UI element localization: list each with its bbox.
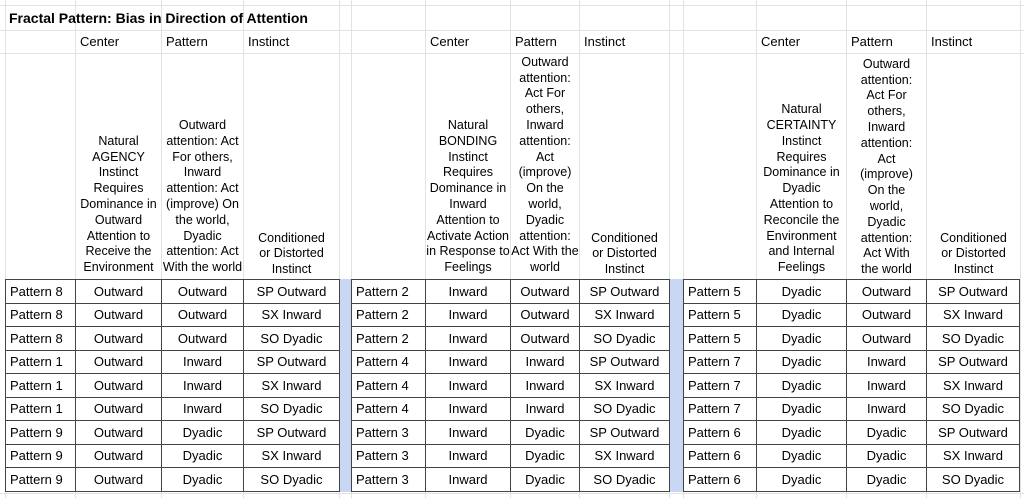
center-cell[interactable]: Outward: [76, 280, 162, 304]
center-cell[interactable]: Inward: [426, 421, 511, 445]
table-row: [6, 421, 340, 445]
pattern-cell[interactable]: Pattern 6: [684, 444, 757, 468]
table-certainty: [683, 279, 1020, 492]
table-row: [684, 327, 1020, 351]
table-row: [6, 374, 340, 398]
table-row: [352, 468, 670, 492]
center-cell[interactable]: Inward: [426, 468, 511, 492]
table-row: [352, 444, 670, 468]
pattern-direction-cell[interactable]: Dyadic: [511, 444, 580, 468]
instinct-cell[interactable]: SX Inward: [580, 374, 670, 398]
sheet-title: Fractal Pattern: Bias in Direction of Attention: [9, 10, 308, 26]
table-row: [6, 468, 340, 492]
desc-center-bonding[interactable]: [426, 54, 510, 278]
instinct-cell[interactable]: SX Inward: [927, 303, 1020, 327]
header-pattern-certainty[interactable]: Pattern: [851, 34, 893, 49]
pattern-direction-cell[interactable]: Dyadic: [162, 444, 244, 468]
instinct-cell[interactable]: SX Inward: [244, 374, 340, 398]
header-center-certainty[interactable]: Center: [761, 34, 801, 49]
desc-text: Conditioned or Distorted Instinct: [258, 230, 325, 277]
desc-text: Natural CERTAINTY Instinct Requires Dominance in Dyadic Attention to Reconcile the Environment and Internal Feelings: [763, 102, 840, 275]
center-cell[interactable]: Inward: [426, 374, 511, 398]
pattern-direction-cell[interactable]: Inward: [511, 374, 580, 398]
header-instinct-agency[interactable]: Instinct: [248, 34, 290, 49]
instinct-cell[interactable]: SP Outward: [927, 421, 1020, 445]
pattern-direction-cell[interactable]: Inward: [847, 397, 927, 421]
pattern-cell[interactable]: Pattern 7: [684, 397, 757, 421]
table-row: [352, 397, 670, 421]
header-instinct-bonding[interactable]: Instinct: [584, 34, 626, 49]
table-row: [684, 303, 1020, 327]
instinct-cell[interactable]: SO Dyadic: [244, 397, 340, 421]
pattern-direction-cell[interactable]: Outward: [847, 327, 927, 351]
pattern-cell[interactable]: Pattern 9: [6, 421, 76, 445]
instinct-cell[interactable]: SP Outward: [927, 280, 1020, 304]
pattern-cell[interactable]: Pattern 8: [6, 280, 76, 304]
table-row: [6, 280, 340, 304]
pattern-cell[interactable]: Pattern 2: [352, 280, 426, 304]
center-cell[interactable]: Dyadic: [757, 397, 847, 421]
desc-text: Conditioned or Distorted Instinct: [940, 230, 1007, 277]
instinct-cell[interactable]: SO Dyadic: [244, 468, 340, 492]
instinct-cell[interactable]: SO Dyadic: [927, 327, 1020, 351]
center-cell[interactable]: Outward: [76, 374, 162, 398]
pattern-direction-cell[interactable]: Inward: [162, 350, 244, 374]
pattern-cell[interactable]: Pattern 9: [6, 444, 76, 468]
pattern-direction-cell[interactable]: Dyadic: [511, 421, 580, 445]
desc-text: Natural AGENCY Instinct Requires Dominance in Outward Attention to Receive the Environment: [80, 133, 157, 275]
table-row: [684, 421, 1020, 445]
gridline: [0, 493, 1024, 494]
pattern-direction-cell[interactable]: Outward: [847, 280, 927, 304]
instinct-cell[interactable]: SX Inward: [927, 444, 1020, 468]
gridline: [1020, 0, 1021, 498]
desc-instinct-bonding[interactable]: [580, 54, 669, 278]
pattern-direction-cell[interactable]: Dyadic: [847, 421, 927, 445]
center-cell[interactable]: Inward: [426, 303, 511, 327]
column-separator-right: [670, 279, 683, 492]
pattern-cell[interactable]: Pattern 3: [352, 421, 426, 445]
desc-center-certainty[interactable]: [757, 54, 846, 278]
instinct-cell[interactable]: SP Outward: [580, 280, 670, 304]
pattern-cell[interactable]: Pattern 6: [684, 468, 757, 492]
table-bonding: [351, 279, 670, 492]
pattern-direction-cell[interactable]: Inward: [162, 397, 244, 421]
instinct-cell[interactable]: SO Dyadic: [244, 327, 340, 351]
pattern-direction-cell[interactable]: Outward: [162, 327, 244, 351]
center-cell[interactable]: Outward: [76, 327, 162, 351]
instinct-cell[interactable]: SO Dyadic: [580, 327, 670, 351]
center-cell[interactable]: Outward: [76, 421, 162, 445]
center-cell[interactable]: Inward: [426, 397, 511, 421]
desc-pattern-certainty[interactable]: [847, 54, 926, 278]
header-instinct-certainty[interactable]: Instinct: [931, 34, 973, 49]
instinct-cell[interactable]: SP Outward: [244, 421, 340, 445]
pattern-cell[interactable]: Pattern 7: [684, 350, 757, 374]
pattern-cell[interactable]: Pattern 7: [684, 374, 757, 398]
pattern-direction-cell[interactable]: Inward: [511, 397, 580, 421]
pattern-direction-cell[interactable]: Dyadic: [162, 421, 244, 445]
instinct-cell[interactable]: SO Dyadic: [927, 397, 1020, 421]
pattern-direction-cell[interactable]: Outward: [162, 280, 244, 304]
center-cell[interactable]: Inward: [426, 444, 511, 468]
pattern-direction-cell[interactable]: Dyadic: [162, 468, 244, 492]
pattern-cell[interactable]: Pattern 9: [6, 468, 76, 492]
desc-text: Outward attention: Act For others, Inward attention: Act (improve) On the world, Dyadic attention: Act With the world: [511, 54, 579, 275]
header-pattern-bonding[interactable]: Pattern: [515, 34, 557, 49]
pattern-cell[interactable]: Pattern 4: [352, 397, 426, 421]
center-cell[interactable]: Dyadic: [757, 350, 847, 374]
pattern-direction-cell[interactable]: Dyadic: [847, 468, 927, 492]
instinct-cell[interactable]: SX Inward: [927, 374, 1020, 398]
instinct-cell[interactable]: SP Outward: [927, 350, 1020, 374]
pattern-direction-cell[interactable]: Outward: [511, 327, 580, 351]
pattern-cell[interactable]: Pattern 2: [352, 327, 426, 351]
table-row: [352, 303, 670, 327]
center-cell[interactable]: Outward: [76, 397, 162, 421]
center-cell[interactable]: Dyadic: [757, 374, 847, 398]
pattern-direction-cell[interactable]: Inward: [162, 374, 244, 398]
center-cell[interactable]: Dyadic: [757, 468, 847, 492]
pattern-cell[interactable]: Pattern 4: [352, 374, 426, 398]
table-row: [6, 327, 340, 351]
pattern-cell[interactable]: Pattern 3: [352, 444, 426, 468]
center-cell[interactable]: Outward: [76, 444, 162, 468]
pattern-cell[interactable]: Pattern 8: [6, 303, 76, 327]
column-separator-left: [340, 279, 351, 492]
table-row: [684, 280, 1020, 304]
center-cell[interactable]: Dyadic: [757, 303, 847, 327]
pattern-cell[interactable]: Pattern 8: [6, 327, 76, 351]
table-row: [684, 374, 1020, 398]
pattern-direction-cell[interactable]: Outward: [162, 303, 244, 327]
center-cell[interactable]: Inward: [426, 327, 511, 351]
pattern-cell[interactable]: Pattern 1: [6, 350, 76, 374]
desc-instinct-agency[interactable]: [244, 54, 339, 278]
center-cell[interactable]: Inward: [426, 350, 511, 374]
pattern-cell[interactable]: Pattern 5: [684, 327, 757, 351]
center-cell[interactable]: Inward: [426, 280, 511, 304]
pattern-direction-cell[interactable]: Outward: [847, 303, 927, 327]
table-row: [352, 374, 670, 398]
desc-text: Outward attention: Act For others, Inward attention: Act (improve) On the world, Dyadic attention: Act With the world: [162, 118, 243, 275]
pattern-cell[interactable]: Pattern 1: [6, 374, 76, 398]
instinct-cell[interactable]: SO Dyadic: [927, 468, 1020, 492]
table-row: [6, 303, 340, 327]
pattern-cell[interactable]: Pattern 5: [684, 303, 757, 327]
center-cell[interactable]: Dyadic: [757, 327, 847, 351]
pattern-cell[interactable]: Pattern 5: [684, 280, 757, 304]
table-row: [352, 280, 670, 304]
instinct-cell[interactable]: SX Inward: [580, 444, 670, 468]
table-row: [6, 444, 340, 468]
pattern-direction-cell[interactable]: Dyadic: [847, 444, 927, 468]
pattern-cell[interactable]: Pattern 1: [6, 397, 76, 421]
instinct-cell[interactable]: SP Outward: [244, 280, 340, 304]
table-row: [684, 397, 1020, 421]
table-agency: [5, 279, 340, 492]
desc-pattern-agency[interactable]: [162, 54, 243, 278]
instinct-cell[interactable]: SO Dyadic: [580, 468, 670, 492]
desc-center-agency[interactable]: [76, 54, 161, 278]
instinct-cell[interactable]: SX Inward: [244, 444, 340, 468]
center-cell[interactable]: Dyadic: [757, 280, 847, 304]
instinct-cell[interactable]: SX Inward: [580, 303, 670, 327]
center-cell[interactable]: Outward: [76, 303, 162, 327]
table-row: [684, 444, 1020, 468]
center-cell[interactable]: Dyadic: [757, 444, 847, 468]
instinct-cell[interactable]: SP Outward: [244, 350, 340, 374]
pattern-cell[interactable]: Pattern 6: [684, 421, 757, 445]
desc-text: Conditioned or Distorted Instinct: [591, 230, 658, 277]
desc-text: Outward attention: Act For others, Inward attention: Act (improve) On the world, Dyadic attention: Act With the world: [860, 56, 913, 277]
header-pattern-agency[interactable]: Pattern: [166, 34, 208, 49]
pattern-cell[interactable]: Pattern 4: [352, 350, 426, 374]
center-cell[interactable]: Dyadic: [757, 421, 847, 445]
table-row: [352, 327, 670, 351]
desc-pattern-bonding[interactable]: [511, 54, 579, 278]
instinct-cell[interactable]: SO Dyadic: [580, 397, 670, 421]
pattern-direction-cell[interactable]: Inward: [847, 350, 927, 374]
pattern-direction-cell[interactable]: Inward: [847, 374, 927, 398]
center-cell[interactable]: Outward: [76, 350, 162, 374]
instinct-cell[interactable]: SP Outward: [580, 421, 670, 445]
table-row: [352, 350, 670, 374]
table-row: [6, 397, 340, 421]
pattern-cell[interactable]: Pattern 3: [352, 468, 426, 492]
instinct-cell[interactable]: SP Outward: [580, 350, 670, 374]
pattern-direction-cell[interactable]: Dyadic: [511, 468, 580, 492]
pattern-cell[interactable]: Pattern 2: [352, 303, 426, 327]
center-cell[interactable]: Outward: [76, 468, 162, 492]
header-center-bonding[interactable]: Center: [430, 34, 470, 49]
desc-instinct-certainty[interactable]: [927, 54, 1020, 278]
table-row: [684, 468, 1020, 492]
table-row: [352, 421, 670, 445]
instinct-cell[interactable]: SX Inward: [244, 303, 340, 327]
pattern-direction-cell[interactable]: Inward: [511, 350, 580, 374]
pattern-direction-cell[interactable]: Outward: [511, 280, 580, 304]
desc-text: Natural BONDING Instinct Requires Dominance in Inward Attention to Activate Action in Response to Feelings: [426, 118, 510, 275]
header-center-agency[interactable]: Center: [80, 34, 120, 49]
table-row: [684, 350, 1020, 374]
pattern-direction-cell[interactable]: Outward: [511, 303, 580, 327]
table-row: [6, 350, 340, 374]
